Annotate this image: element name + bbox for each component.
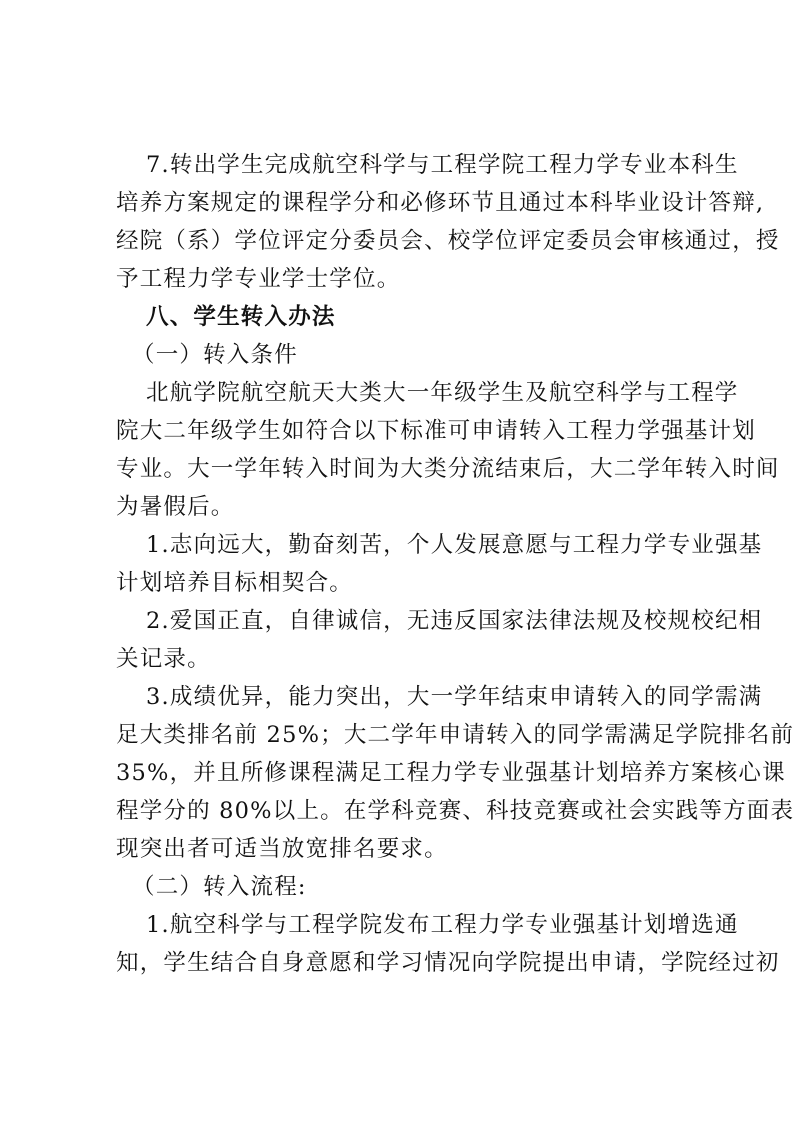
intro-paragraph-line-1: 北航学院航空航天大类大一年级学生及航空科学与工程学	[146, 380, 739, 406]
condition-3-line-5: 现突出者可适当放宽排名要求。	[116, 836, 448, 862]
condition-1-line-2: 计划培养目标相契合。	[116, 570, 354, 596]
condition-2-line-2: 关记录。	[116, 646, 211, 672]
condition-1-line-1: 1.志向远大，勤奋刻苦，个人发展意愿与工程力学专业强基	[146, 532, 763, 558]
condition-3-line-4: 程学分的 80%以上。在学科竞赛、科技竞赛或社会实践等方面表	[116, 798, 794, 824]
condition-3-line-3: 35%，并且所修课程满足工程力学专业强基计划培养方案核心课	[116, 760, 786, 786]
paragraph-7-line-4: 予工程力学专业学士学位。	[116, 266, 401, 292]
condition-3-line-2: 足大类排名前 25%；大二学年申请转入的同学需满足学院排名前	[116, 722, 794, 748]
process-1-line-1: 1.航空科学与工程学院发布工程力学专业强基计划增选通	[146, 912, 739, 938]
subsection-heading-1: （一）转入条件	[132, 342, 298, 368]
paragraph-7-line-2: 培养方案规定的课程学分和必修环节且通过本科毕业设计答辩,	[116, 190, 765, 216]
intro-paragraph-line-3: 专业。大一学年转入时间为大类分流结束后，大二学年转入时间	[116, 456, 780, 482]
section-heading-8: 八、学生转入办法	[146, 304, 336, 330]
intro-paragraph-line-4: 为暑假后。	[116, 494, 235, 520]
paragraph-7-line-1: 7.转出学生完成航空科学与工程学院工程力学专业本科生	[146, 152, 739, 178]
condition-3-line-1: 3.成绩优异，能力突出，大一学年结束申请转入的同学需满	[146, 684, 763, 710]
condition-2-line-1: 2.爱国正直，自律诚信，无违反国家法律法规及校规校纪相	[146, 608, 763, 634]
process-1-line-2: 知，学生结合自身意愿和学习情况向学院提出申请，学院经过初	[116, 950, 780, 976]
subsection-heading-2: （二）转入流程:	[132, 874, 307, 900]
intro-paragraph-line-2: 院大二年级学生如符合以下标准可申请转入工程力学强基计划	[116, 418, 756, 444]
paragraph-7-line-3: 经院（系）学位评定分委员会、校学位评定委员会审核通过，授	[116, 228, 780, 254]
